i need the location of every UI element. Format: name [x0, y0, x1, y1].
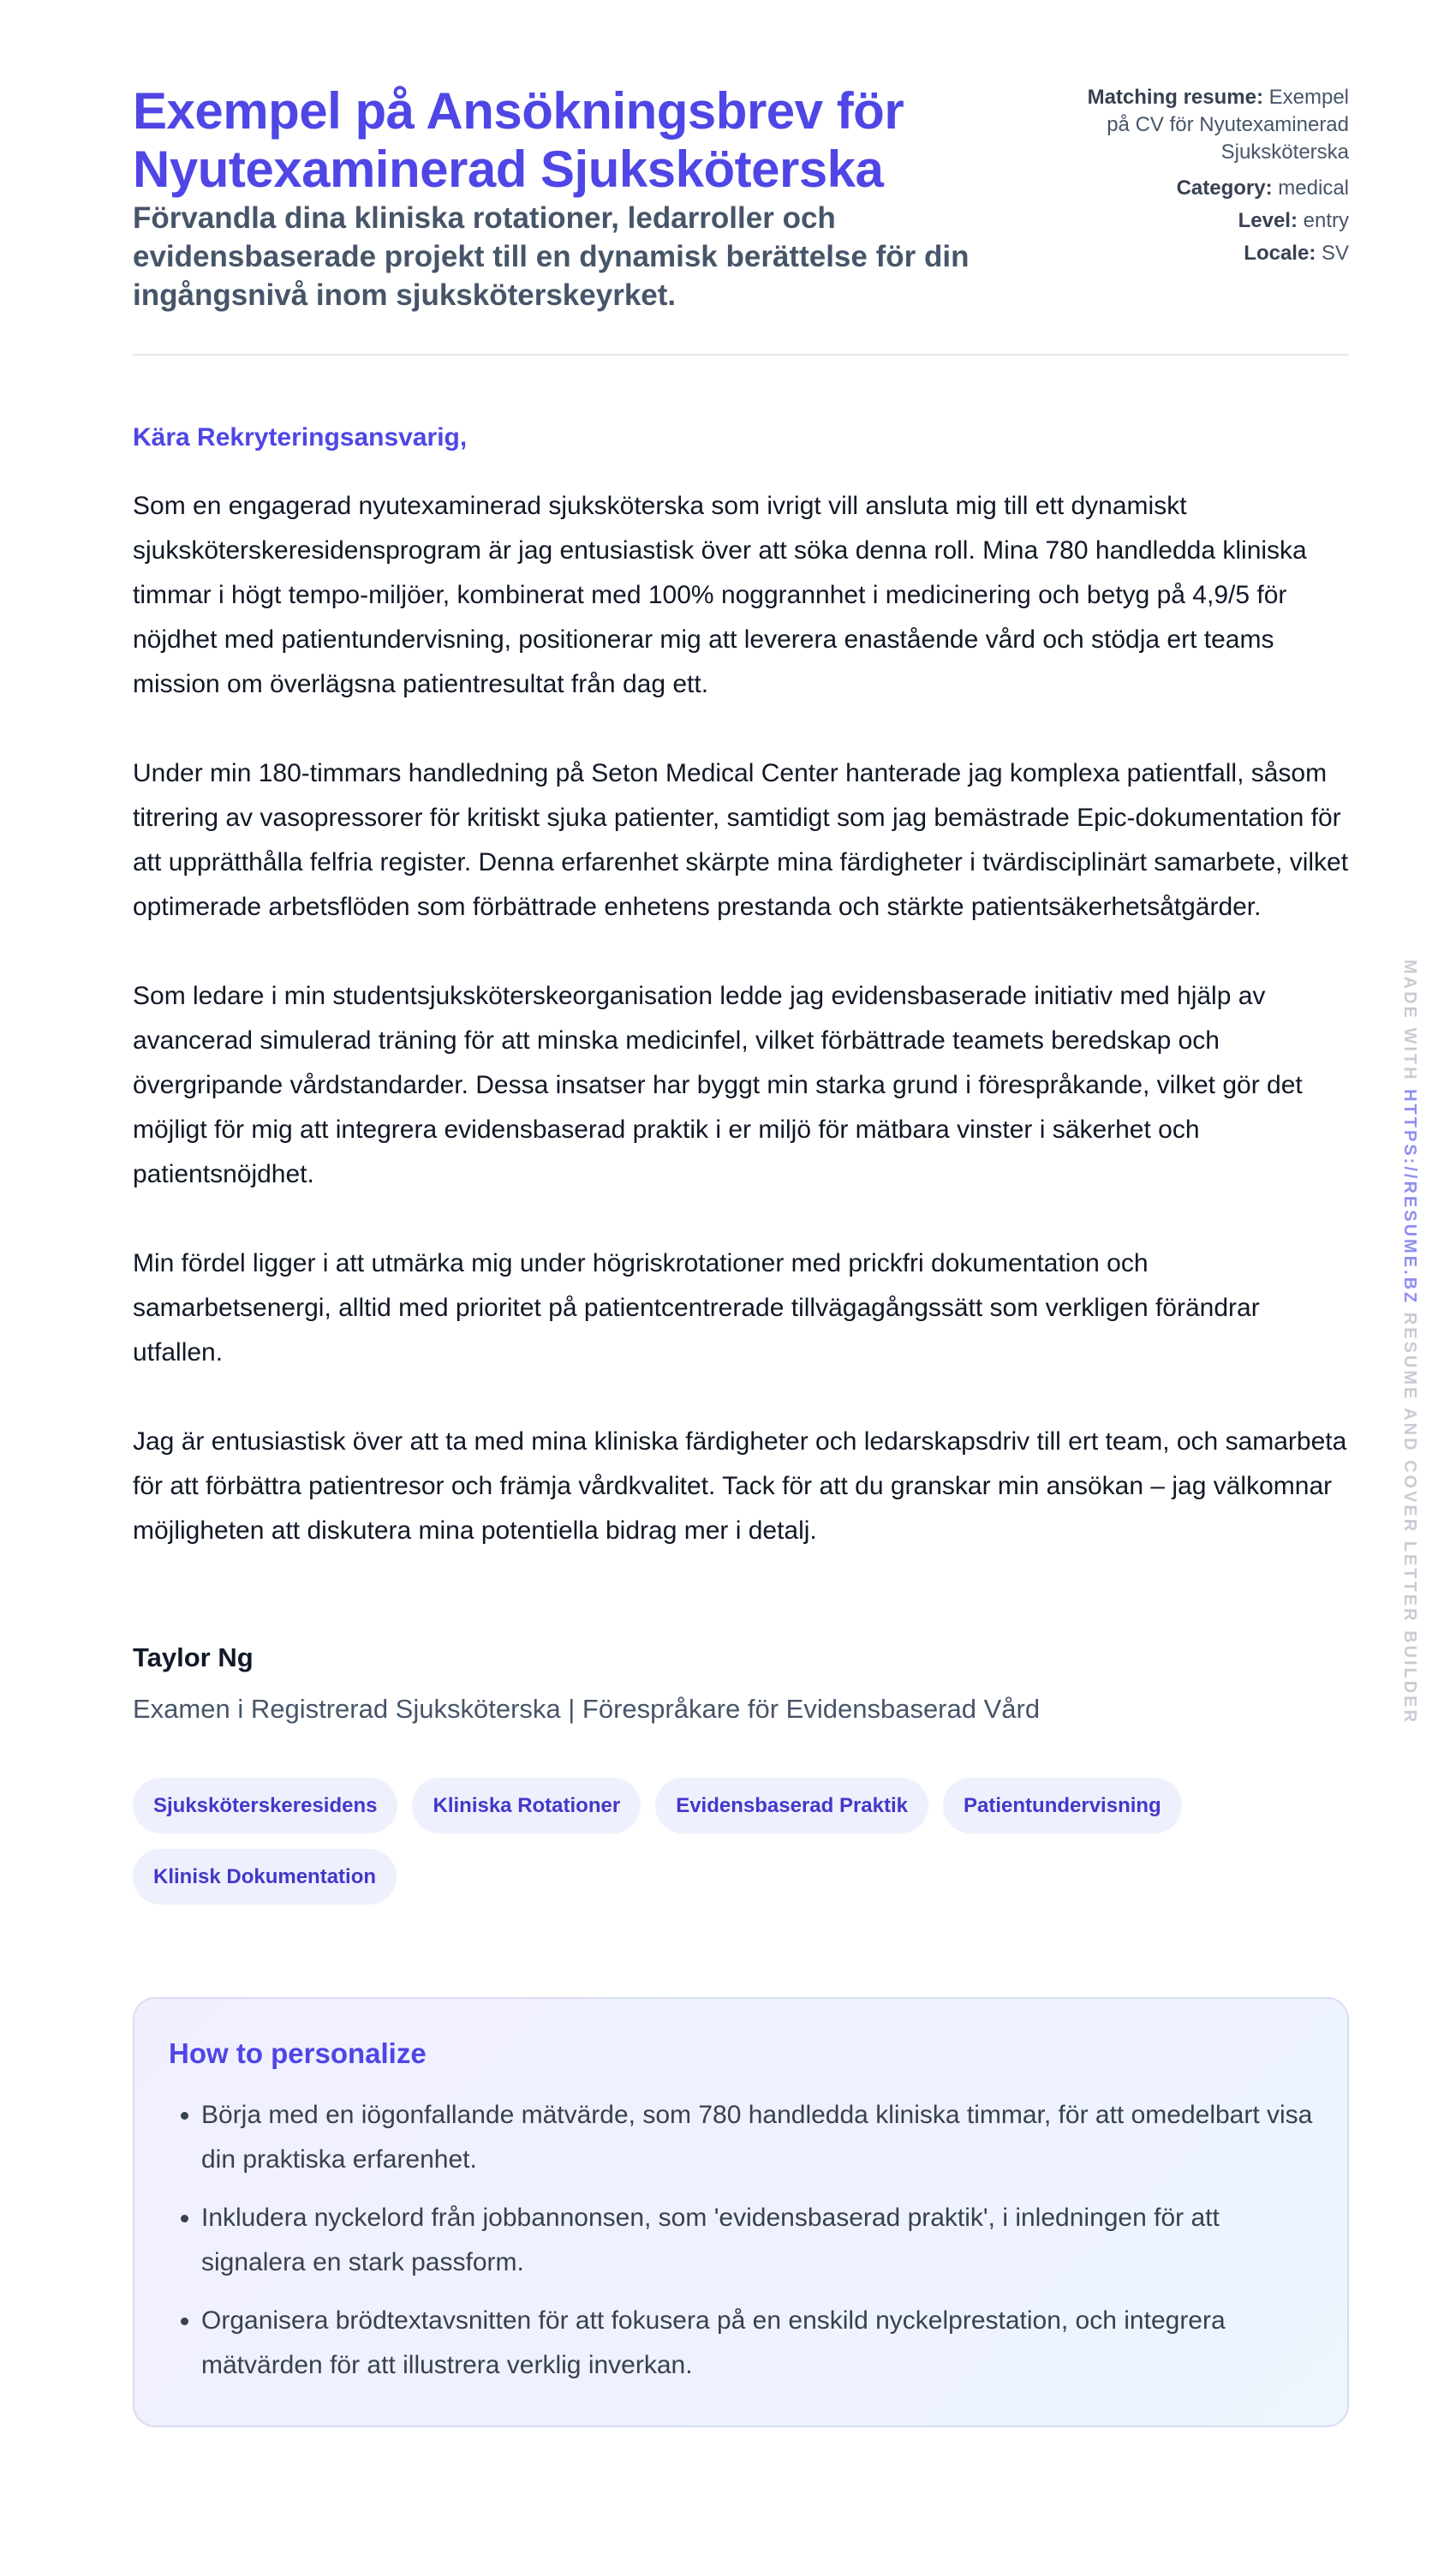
meta-level-label: Level:	[1238, 209, 1298, 232]
meta-category-label: Category:	[1176, 176, 1273, 200]
tag-chip: Kliniska Rotationer	[412, 1778, 641, 1833]
meta-level	[1075, 207, 1349, 235]
personalize-tip: • Inkludera nyckelord från jobbannonsen, som 'evidensbaserad praktik', i inledningen för att signalera en stark passform.	[201, 2196, 1313, 2285]
personalize-box	[133, 1997, 1349, 2427]
side-note-suffix: RESUME AND COVER LETTER BUILDER	[1400, 1312, 1419, 1725]
letter-paragraph-3: Som ledare i min studentsjuksköterskeorganisation ledde jag evidensbaserade initiativ med hjälp av avancerad simulerad träning för att minska medicinfel, vilket förbättrade teamets beredskap och övergripande vårdstandarder. Dessa insatser har byggt min starka grund i förespråkande, vilket gör det möjligt för mig att integrera evidensbaserad praktik i er miljö för mätbara vinster i säkerhet och patientsnöjdhet.	[133, 982, 1303, 1188]
meta-locale	[1075, 240, 1349, 267]
personalize-list	[169, 2093, 1313, 2388]
header-left	[133, 82, 1066, 314]
meta-panel	[1075, 82, 1349, 272]
personalize-title: How to personalize	[169, 2037, 427, 2069]
meta-locale-value: SV	[1321, 242, 1349, 265]
personalize-tip: • Organisera brödtextavsnitten för att fokusera på en enskild nyckelprestation, och integrera mätvärden för att illustrera verklig inverkan.	[201, 2299, 1313, 2388]
letter-paragraph-2: Under min 180-timmars handledning på Seton Medical Center hanterade jag komplexa patientfall, såsom titrering av vasopressorer för kritiskt sjuka patienter, samtidigt som jag bemästrade Epic-dokumentation för att upprätthålla felfria register. Denna erfarenhet skärpte mina färdigheter i tvärdisciplinärt samarbete, vilket optimerade arbetsflöden som förbättrade enhetens prestanda och stärkte patientsäkerhetsåtgärder.	[133, 759, 1349, 921]
meta-matching-resume	[1075, 84, 1349, 166]
meta-matching-resume-label: Matching resume:	[1087, 86, 1263, 109]
tag-chip: Klinisk Dokumentation	[133, 1849, 397, 1905]
cover-letter-page	[133, 82, 1349, 2427]
meta-level-value: entry	[1303, 209, 1349, 232]
letter-greeting: Kära Rekryteringsansvarig,	[133, 423, 468, 452]
signer-name: Taylor Ng	[133, 1642, 254, 1672]
side-note-prefix: MADE WITH	[1400, 960, 1419, 1082]
meta-locale-label: Locale:	[1244, 242, 1316, 265]
signer-title: Examen i Registrerad Sjuksköterska | Förespråkare för Evidensbaserad Vård	[133, 1694, 1041, 1724]
tag-chip: Sjuksköterskeresidens	[133, 1778, 397, 1833]
meta-matching-resume-value: Exempel på CV för Nyutexaminerad Sjuksköterska	[1107, 86, 1349, 164]
meta-category	[1075, 175, 1349, 202]
meta-category-value: medical	[1278, 176, 1349, 200]
tag-chip: Evidensbaserad Praktik	[655, 1778, 928, 1833]
page-header	[133, 82, 1349, 356]
made-with-side-note	[1399, 960, 1420, 1725]
letter-paragraph-5: Jag är entusiastisk över att ta med mina kliniska färdigheter och ledarskapsdriv till ert team, och samarbeta för att förbättra patientresor och främja vårdkvalitet. Tack för att du granskar min ansökan – jag välkomnar möjligheten att diskutera mina potentiella bidrag mer i detalj.	[133, 1427, 1347, 1545]
keyword-tags	[133, 1778, 1246, 1905]
tag-chip: Patientundervisning	[943, 1778, 1182, 1833]
page-subtitle: Förvandla dina kliniska rotationer, ledarroller och evidensbaserade projekt till en dynamisk berättelse för din ingångsnivå inom sjuksköterskeyrket.	[133, 201, 970, 312]
letter-paragraph-1: Som en engagerad nyutexaminerad sjuksköterska som ivrigt vill ansluta mig till ett dynamiskt sjuksköterskeresidensprogram är jag entusiastisk över att söka denna roll. Mina 780 handledda kliniska timmar i högt tempo-miljöer, kombinerat med 100% noggrannhet i medicinering och betyg på 4,9/5 för nöjdhet med patientundervisning, positionerar mig att leverera enastående vård och stödja ert teams mission om överlägsna patientresultat från dag ett.	[133, 492, 1307, 698]
letter-paragraph-4: Min fördel ligger i att utmärka mig under högriskrotationer med prickfri dokumentation och samarbetsenergi, alltid med prioritet på patientcentrerade tillvägagångssätt som verkligen förändrar utfallen.	[133, 1249, 1260, 1367]
side-note-link[interactable]: HTTPS://RESUME.BZ	[1400, 1089, 1419, 1306]
personalize-tip: • Börja med en iögonfallande mätvärde, som 780 handledda kliniska timmar, för att omedelbart visa din praktiska erfarenhet.	[201, 2093, 1313, 2182]
page-title: Exempel på Ansökningsbrev för Nyutexaminerad Sjuksköterska	[133, 82, 904, 198]
